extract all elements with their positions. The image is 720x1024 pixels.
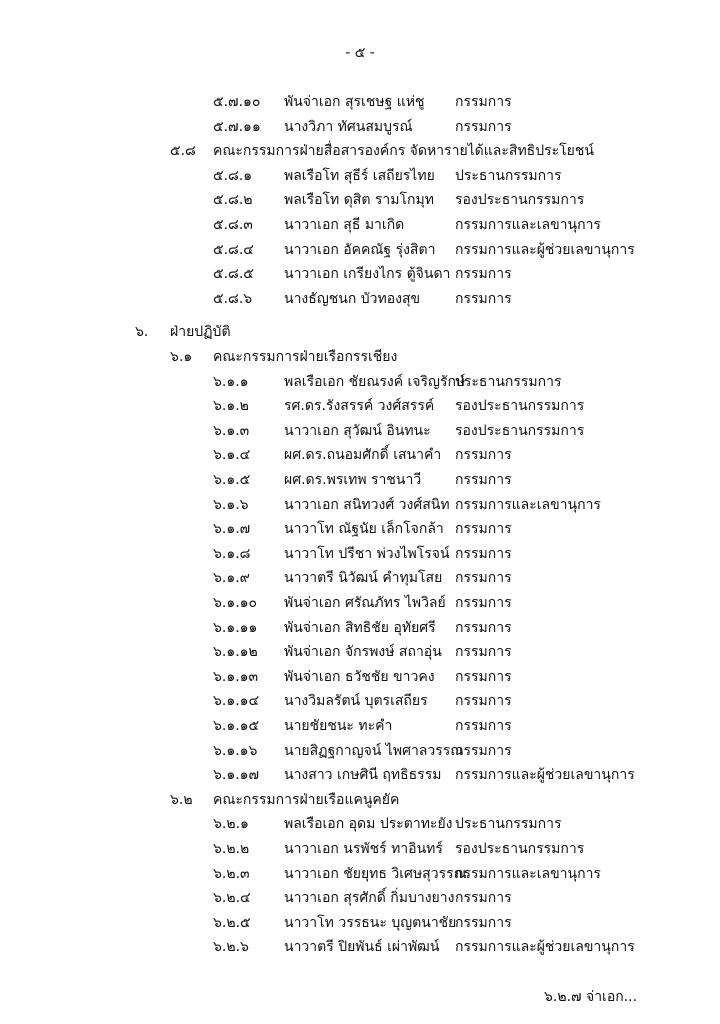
member-role: ประธานกรรมการ bbox=[455, 167, 562, 184]
member-name: นาวาเอก อัคคณัฐ รุ่งสิตา bbox=[284, 241, 436, 258]
member-number: ๖.๒.๒ bbox=[213, 841, 250, 857]
continuation-note: ๖.๒.๗ จ่าเอก... bbox=[544, 989, 638, 1005]
member-row bbox=[0, 188, 720, 212]
member-number: ๖.๑.๒ bbox=[213, 398, 249, 415]
member-number: ๕.๘.๓ bbox=[213, 217, 253, 233]
member-role: กรรมการ bbox=[455, 118, 512, 135]
committee-heading bbox=[0, 788, 720, 812]
member-role: กรรมการ bbox=[455, 290, 512, 307]
member-name: นายชัยชนะ ทะคำ bbox=[284, 718, 393, 734]
member-name: นาวาโท ณัฐนัย เล็กโจกล้า bbox=[284, 521, 444, 538]
member-row bbox=[0, 591, 720, 615]
member-row bbox=[0, 468, 720, 492]
member-row bbox=[0, 763, 720, 787]
member-role: กรรมการ bbox=[455, 890, 512, 907]
page-number: - ๕ - bbox=[345, 45, 375, 61]
member-name: นาวาเอก สุวัฒน์ อินทนะ bbox=[284, 422, 431, 439]
member-role: กรรมการ bbox=[455, 914, 512, 931]
member-number: ๖.๑.๑๔ bbox=[213, 693, 260, 710]
member-name: รศ.ดร.รังสรรค์ วงศ์สรรค์ bbox=[284, 398, 435, 415]
member-name: นางวิภา ทัศนสมบูรณ์ bbox=[284, 118, 413, 135]
member-role: รองประธานกรรมการ bbox=[455, 192, 585, 209]
member-row bbox=[0, 886, 720, 910]
member-role: กรรมการ bbox=[455, 595, 512, 611]
member-name: นาวาตรี ปิยพันธ์ เผ่าพัฒน์ bbox=[284, 939, 440, 956]
member-row bbox=[0, 935, 720, 959]
member-number: ๕.๗.๑๐ bbox=[213, 94, 261, 110]
member-row bbox=[0, 90, 720, 114]
member-name: ผศ.ดร.พรเทพ ราชนาวี bbox=[284, 472, 422, 488]
member-row bbox=[0, 115, 720, 139]
member-role: กรรมการและผู้ช่วยเลขานุการ bbox=[455, 939, 635, 956]
member-row bbox=[0, 394, 720, 418]
member-number: ๖.๑.๑ bbox=[213, 373, 249, 390]
member-row bbox=[0, 262, 720, 286]
member-name: นาวาเอก สุรศักดิ์ กิ่มบางยาง bbox=[284, 890, 455, 907]
member-name: พันจ่าเอก ศรัณภัทร ไพวิลย์ bbox=[284, 595, 446, 611]
member-name: นาวาเอก เกรียงไกร ตู้จินดา bbox=[284, 266, 451, 283]
member-number: ๖.๑.๗ bbox=[213, 521, 251, 538]
member-name: พันจ่าเอก สุรเชษฐ แห่ชู bbox=[284, 94, 425, 110]
member-number: ๖.๑.๑๓ bbox=[213, 668, 259, 685]
member-name: ผศ.ดร.ถนอมศักดิ์ เสนาคำ bbox=[284, 447, 442, 464]
committee-title: คณะกรรมการฝ่ายเรือกรรเชียง bbox=[213, 349, 398, 365]
member-role: กรรมการและผู้ช่วยเลขานุการ bbox=[455, 767, 635, 784]
member-row bbox=[0, 287, 720, 311]
member-number: ๖.๑.๑๒ bbox=[213, 644, 258, 661]
member-role: กรรมการ bbox=[455, 447, 512, 464]
member-row bbox=[0, 542, 720, 566]
member-row bbox=[0, 837, 720, 861]
member-role: รองประธานกรรมการ bbox=[455, 841, 585, 857]
member-number: ๕.๘.๖ bbox=[213, 290, 253, 307]
member-number: ๖.๒.๔ bbox=[213, 890, 251, 907]
member-row bbox=[0, 640, 720, 664]
member-name: นางธัญชนก บัวทองสุข bbox=[284, 290, 421, 307]
member-number: ๖.๑.๑๗ bbox=[213, 767, 260, 784]
member-number: ๕.๘.๔ bbox=[213, 241, 254, 258]
member-number: ๖.๑.๑๕ bbox=[213, 718, 260, 734]
member-row bbox=[0, 238, 720, 262]
member-role: กรรมการและเลขานุการ bbox=[455, 496, 601, 513]
member-number: ๖.๑.๕ bbox=[213, 472, 251, 488]
member-name: พลเรือเอก ชัยณรงค์ เจริญรักษ์ bbox=[284, 373, 466, 390]
member-number: ๖.๒.๖ bbox=[213, 939, 249, 956]
member-role: รองประธานกรรมการ bbox=[455, 398, 585, 415]
member-row bbox=[0, 370, 720, 394]
member-name: นาวาเอก นรพัชร์ ทาอินทร์ bbox=[284, 841, 443, 857]
committee-number: ๖.๒ bbox=[170, 791, 193, 808]
section-number: ๖. bbox=[135, 324, 149, 341]
member-row bbox=[0, 911, 720, 935]
member-role: กรรมการ bbox=[455, 693, 512, 710]
member-name: พลเรือเอก อุดม ประตาทะยัง bbox=[284, 816, 453, 833]
member-role: กรรมการ bbox=[455, 668, 512, 685]
member-number: ๖.๑.๖ bbox=[213, 496, 249, 513]
member-role: กรรมการ bbox=[455, 619, 512, 636]
member-role: กรรมการ bbox=[455, 570, 512, 587]
member-role: กรรมการและผู้ช่วยเลขานุการ bbox=[455, 241, 635, 258]
member-row bbox=[0, 419, 720, 443]
member-row bbox=[0, 213, 720, 237]
member-name: พลเรือโท สุธีร์ เสถียรไทย bbox=[284, 167, 435, 184]
member-number: ๖.๒.๕ bbox=[213, 914, 251, 931]
member-row bbox=[0, 164, 720, 188]
member-row bbox=[0, 517, 720, 541]
member-number: ๕.๘.๑ bbox=[213, 167, 253, 184]
member-row bbox=[0, 862, 720, 886]
committee-title: คณะกรรมการฝ่ายสื่อสารองค์กร จัดหารายได้และสิทธิประโยชน์ bbox=[213, 143, 594, 160]
member-number: ๖.๑.๓ bbox=[213, 422, 250, 439]
member-name: นาวาเอก สนิทวงศ์ วงศ์สนิท bbox=[284, 496, 450, 513]
member-role: กรรมการและเลขานุการ bbox=[455, 217, 601, 233]
member-row bbox=[0, 812, 720, 836]
committee-number: ๕.๘ bbox=[170, 143, 196, 160]
member-role: กรรมการและเลขานุการ bbox=[455, 865, 601, 882]
member-role: กรรมการ bbox=[455, 472, 512, 488]
member-number: ๖.๑.๑๖ bbox=[213, 742, 258, 759]
section-title: ฝ่ายปฏิบัติ bbox=[170, 324, 231, 341]
member-number: ๕.๘.๕ bbox=[213, 266, 254, 283]
member-name: พลเรือโท ดุสิต รามโกมุท bbox=[284, 192, 434, 209]
member-name: นายสิฏฐกาญจน์ ไพศาลวรรณ bbox=[284, 742, 464, 759]
member-role: รองประธานกรรมการ bbox=[455, 422, 585, 439]
member-name: นาวาเอก สุธี มาเกิด bbox=[284, 217, 405, 233]
member-role: กรรมการ bbox=[455, 718, 512, 734]
member-name: นาวาเอก ชัยยุทธ วิเศษสุวรรณ bbox=[284, 865, 467, 882]
member-row bbox=[0, 443, 720, 467]
member-role: กรรมการ bbox=[455, 266, 512, 283]
member-row bbox=[0, 493, 720, 517]
member-row bbox=[0, 739, 720, 763]
member-number: ๖.๒.๓ bbox=[213, 865, 250, 882]
member-name: พันจ่าเอก ธวัชชัย ขาวคง bbox=[284, 668, 435, 685]
member-number: ๕.๗.๑๑ bbox=[213, 118, 261, 135]
committee-heading bbox=[0, 139, 720, 163]
member-row bbox=[0, 566, 720, 590]
member-number: ๖.๑.๙ bbox=[213, 570, 250, 587]
member-number: ๖.๒.๑ bbox=[213, 816, 249, 833]
member-role: กรรมการ bbox=[455, 742, 512, 759]
committee-heading bbox=[0, 345, 720, 369]
member-row bbox=[0, 689, 720, 713]
member-name: นาวาโท ปรีชา พ่วงไพโรจน์ bbox=[284, 545, 450, 562]
member-number: ๖.๑.๔ bbox=[213, 447, 251, 464]
member-name: พันจ่าเอก สิทธิชัย อุทัยศรี bbox=[284, 619, 436, 636]
committee-number: ๖.๑ bbox=[170, 349, 193, 365]
member-name: นาวาตรี นิวัฒน์ คำทุมโสย bbox=[284, 570, 443, 587]
member-name: นางสาว เกษศินี ฤทธิธรรม bbox=[284, 767, 442, 784]
section-heading bbox=[0, 320, 720, 344]
member-name: นางวิมลรัตน์ บุตรเสถียร bbox=[284, 693, 428, 710]
member-role: ประธานกรรมการ bbox=[455, 373, 562, 390]
member-number: ๖.๑.๘ bbox=[213, 545, 251, 562]
member-number: ๖.๑.๑๐ bbox=[213, 595, 258, 611]
committee-title: คณะกรรมการฝ่ายเรือแคนูคยัค bbox=[213, 791, 400, 808]
member-role: กรรมการ bbox=[455, 545, 512, 562]
member-name: พันจ่าเอก จักรพงษ์ สถาอุ่น bbox=[284, 644, 442, 661]
member-row bbox=[0, 714, 720, 738]
member-role: กรรมการ bbox=[455, 521, 512, 538]
member-name: นาวาโท วรรธนะ บุญตนาชัย bbox=[284, 914, 457, 931]
member-row bbox=[0, 616, 720, 640]
member-role: ประธานกรรมการ bbox=[455, 816, 562, 833]
member-row bbox=[0, 665, 720, 689]
member-number: ๕.๘.๒ bbox=[213, 192, 253, 209]
member-role: กรรมการ bbox=[455, 94, 512, 110]
member-role: กรรมการ bbox=[455, 644, 512, 661]
member-number: ๖.๑.๑๑ bbox=[213, 619, 258, 636]
